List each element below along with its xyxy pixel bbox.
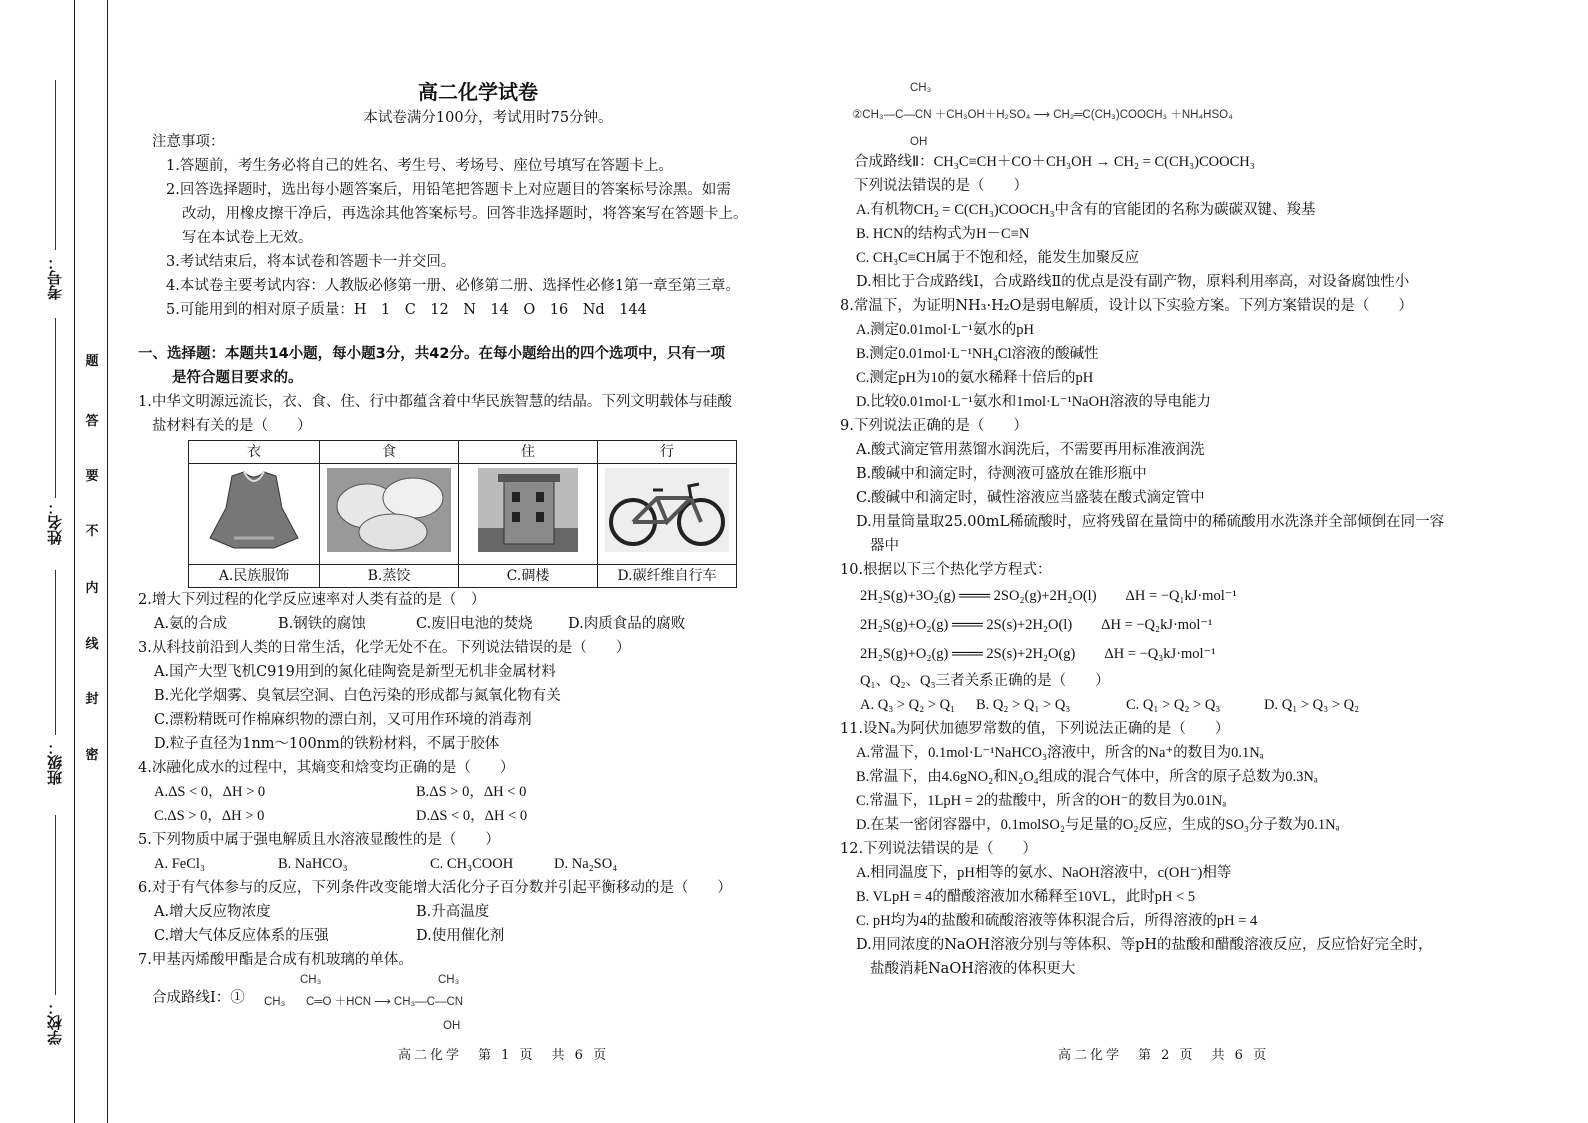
option: C.增大气体反应体系的压强	[154, 928, 329, 944]
seal-char: 题	[85, 354, 99, 369]
option-cont: 器中	[870, 538, 899, 554]
option: C. CH₃COOH	[430, 856, 514, 872]
option: D.相比于合成路线Ⅰ，合成路线Ⅱ的优点是没有副产物，原料利用率高，对设备腐蚀性小	[856, 274, 1410, 290]
option: C.废旧电池的焚烧	[416, 616, 533, 632]
seal-char: 答	[85, 414, 99, 429]
notice-heading: 注意事项：	[152, 134, 225, 150]
class-fill-line-top	[55, 570, 56, 735]
route1-step2-oh: OH	[910, 136, 928, 148]
route1-ch3: CH₃	[264, 996, 286, 1008]
diaolou-image	[459, 464, 598, 565]
option: A.增大反应物浓度	[154, 904, 271, 920]
option: A.常温下，0.1mol·L⁻¹NaHCO₃溶液中，所含的Na⁺的数目为0.1Nₐ	[856, 745, 1264, 761]
equation: 2H₂S(g)+O₂(g) ═══ 2S(s)+2H₂O(l) ΔH = −Q₂kJ·mol⁻¹	[860, 617, 1213, 633]
option: B.升高温度	[416, 904, 490, 920]
route1-ch3-top: CH₃	[300, 974, 322, 986]
question-text: 1.中华文明源远流长，衣、食、住、行中都蕴含着中华民族智慧的结晶。下列文明载体与硅酸	[138, 394, 732, 410]
costume-image	[189, 464, 320, 565]
option: C.常温下，1LpH = 2的盐酸中，所含的OH⁻的数目为0.01Nₐ	[856, 793, 1227, 809]
question-11: 11.设Nₐ为阿伏加德罗常数的值，下列说法正确的是（ ）	[840, 721, 1230, 737]
q6-options	[138, 924, 798, 948]
option: D.用量筒量取25.00mL稀硫酸时，应将残留在量筒中的稀硫酸用水洗涤并全部倾倒在同一容	[856, 514, 1445, 530]
route-1-step-2	[840, 78, 1500, 150]
page-1	[138, 80, 798, 1034]
option: C. CH₃C≡CH属于不饱和烃，能发生加聚反应	[856, 250, 1140, 266]
exam-subtitle: 本试卷满分100分，考试用时75分钟。	[363, 110, 613, 126]
binding-line-outer	[74, 0, 75, 1123]
tower-icon	[478, 468, 578, 552]
q4-options	[138, 780, 798, 804]
q2-options	[138, 612, 798, 636]
option: A.国产大型飞机C919用到的氮化硅陶瓷是新型无机非金属材料	[154, 664, 556, 680]
question-4: 4.冰融化成水的过程中，其熵变和焓变均正确的是（ ）	[138, 760, 515, 776]
bicycle-icon	[605, 468, 729, 552]
option: A.氨的合成	[154, 616, 228, 632]
seal-char: 密	[85, 748, 99, 763]
question-text: 下列说法错误的是（ ）	[854, 178, 1028, 194]
option: D. Na₂SO₄	[554, 856, 618, 872]
question-1	[138, 390, 798, 438]
option: C. Q₁ > Q₂ > Q₃	[1126, 697, 1221, 713]
option: C.漂粉精既可作棉麻织物的漂白剂，又可用作环境的消毒剂	[154, 712, 532, 728]
option-label: A.民族服饰	[189, 565, 320, 588]
option-label: C.碉楼	[459, 565, 598, 588]
q5-options	[138, 852, 798, 876]
option: B.测定0.01mol·L⁻¹NH₄Cl溶液的酸碱性	[856, 346, 1099, 362]
seal-char: 要	[85, 469, 99, 484]
option-label: D.碳纤维自行车	[598, 565, 737, 588]
option: D.在某一密闭容器中，0.1molSO₂与足量的O₂反应，生成的SO₃分子数为0.1Nₐ	[856, 817, 1340, 833]
binding-margin	[0, 0, 110, 1123]
notice-item: 3.考试结束后，将本试卷和答题卡一并交回。	[166, 254, 456, 270]
question-6: 6.对于有气体参与的反应，下列条件改变能增大活化分子百分数并引起平衡移动的是（ ）	[138, 880, 732, 896]
option: B.酸碱中和滴定时，待测液可盛放在锥形瓶中	[856, 466, 1147, 482]
seal-char: 不	[85, 524, 99, 539]
option: A.相同温度下，pH相等的氨水、NaOH溶液中，c(OH⁻)相等	[856, 865, 1232, 881]
route1-ch3-top2: CH₃	[438, 974, 460, 986]
notice-item: 4.本试卷主要考试内容：人教版必修第一册、必修第二册、选择性必修1第一章至第三章。	[166, 278, 741, 294]
route1-oh: OH	[443, 1020, 461, 1032]
option: A.测定0.01mol·L⁻¹氨水的pH	[856, 322, 1034, 338]
question-text: Q₁、Q₂、Q₃三者关系正确的是（ ）	[860, 673, 1110, 689]
notice-item: 写在本试卷上无效。	[182, 230, 313, 246]
costume-icon	[204, 468, 304, 552]
notice-item: 改动，用橡皮擦干净后，再选涂其他答案标号。回答非选择题时，将答案写在答题卡上。	[182, 206, 748, 222]
table-header: 住	[459, 441, 598, 464]
option: B.常温下，由4.6gNO₂和N₂O₄组成的混合气体中，所含的原子总数为0.3Nₐ	[856, 769, 1318, 785]
option: A.酸式滴定管用蒸馏水润洗后，不需要再用标准液润洗	[856, 442, 1205, 458]
notice-list	[138, 154, 798, 322]
exam-title: 高二化学试卷	[418, 80, 538, 104]
q10-options	[840, 693, 1500, 717]
name-fill-line-top	[55, 318, 56, 498]
route1-step2-ch3: CH₃	[910, 82, 932, 94]
q1-image-table	[188, 440, 737, 588]
question-7: 7.甲基丙烯酸甲酯是合成有机玻璃的单体。	[138, 952, 413, 968]
question-2: 2.增大下列过程的化学反应速率对人类有益的是（ ）	[138, 592, 486, 608]
question-3: 3.从科技前沿到人类的日常生活，化学无处不在。下列说法错误的是（ ）	[138, 640, 631, 656]
option: B. VLpH = 4的醋酸溶液加水稀释至10VL，此时pH < 5	[856, 889, 1196, 905]
bicycle-image	[598, 464, 737, 565]
exam-number-label: 考号：	[46, 255, 64, 300]
seal-char: 内	[85, 581, 99, 596]
binding-line-inner	[107, 0, 108, 1123]
option: D. Q₁ > Q₃ > Q₂	[1264, 697, 1360, 713]
option: D.比较0.01mol·L⁻¹氨水和1mol·L⁻¹NaOH溶液的导电能力	[856, 394, 1212, 410]
route1-label: 合成路线Ⅰ：①	[152, 990, 245, 1006]
option-cont: 盐酸消耗NaOH溶液的体积更大	[870, 961, 1076, 977]
page-2-footer: 高二化学 第 2 页 共 6 页	[1058, 1048, 1270, 1063]
question-8: 8.常温下，为证明NH₃·H₂O是弱电解质，设计以下实验方案。下列方案错误的是（ ）	[840, 298, 1413, 314]
school-label: 学校：	[46, 1000, 64, 1045]
question-9: 9.下列说法正确的是（ ）	[840, 418, 1028, 434]
notice-item: 2.回答选择题时，选出每小题答案后，用铅笔把答题卡上对应题目的答案标号涂黑。如需	[166, 182, 731, 198]
q4-options	[138, 804, 798, 828]
option: B.光化学烟雾、臭氧层空洞、白色污染的形成都与氮氧化物有关	[154, 688, 561, 704]
option: D.使用催化剂	[416, 928, 505, 944]
question-10: 10.根据以下三个热化学方程式：	[840, 562, 1052, 578]
seal-char: 线	[85, 637, 99, 652]
option: C.测定pH为10的氨水稀释十倍后的pH	[856, 370, 1094, 386]
question-text: 盐材料有关的是（ ）	[152, 418, 312, 434]
option: C. pH均为4的盐酸和硫酸溶液等体积混合后，所得溶液的pH = 4	[856, 913, 1258, 929]
exam-no-fill-line	[55, 80, 56, 250]
option: A.有机物CH₂ = C(CH₃)COOCH₃中含有的官能团的名称为碳碳双键、羧基	[856, 202, 1316, 218]
option: D.粒子直径为1nm～100nm的铁粉材料，不属于胶体	[154, 736, 500, 752]
section-heading-line: 是符合题目要求的。	[172, 370, 303, 386]
notice-item: 1.答题前，考生务必将自己的姓名、考生号、考场号、座位号填写在答题卡上。	[166, 158, 673, 174]
notice-item: 5.可能用到的相对原子质量：H 1 C 12 N 14 O 16 Nd 144	[166, 302, 647, 318]
table-header: 衣	[189, 441, 320, 464]
equation: 2H₂S(g)+3O₂(g) ═══ 2SO₂(g)+2H₂O(l) ΔH = −Q₁kJ·mol⁻¹	[860, 588, 1237, 604]
option: D.用同浓度的NaOH溶液分别与等体积、等pH的盐酸和醋酸溶液反应，反应恰好完全时，	[856, 937, 1433, 953]
option: A. Q₃ > Q₂ > Q₁	[860, 697, 956, 713]
option: C.ΔS > 0，ΔH > 0	[154, 808, 265, 824]
section-heading	[138, 342, 798, 390]
option: C.酸碱中和滴定时，碱性溶液应当盛装在酸式滴定管中	[856, 490, 1205, 506]
question-5: 5.下列物质中属于强电解质且水溶液显酸性的是（ ）	[138, 832, 500, 848]
route1-step2-formula: ②CH₃—C—CN ＋CH₃OH＋H₂SO₄ ⟶ CH₂═C(CH₃)COOCH₃ ＋NH₄HSO₄	[852, 109, 1233, 121]
option: B.钢铁的腐蚀	[278, 616, 366, 632]
option: D.ΔS < 0，ΔH < 0	[416, 808, 528, 824]
equation: 2H₂S(g)+O₂(g) ═══ 2S(s)+2H₂O(g) ΔH = −Q₃kJ·mol⁻¹	[860, 646, 1216, 662]
name-label: 姓名：	[46, 500, 64, 545]
table-header: 行	[598, 441, 737, 464]
seal-char: 封	[85, 692, 99, 707]
dumpling-icon	[327, 468, 451, 552]
dumpling-image	[320, 464, 459, 565]
school-fill-line-top	[55, 815, 56, 995]
q6-options	[138, 900, 798, 924]
section-heading-line: 一、选择题：本题共14小题，每小题3分，共42分。在每小题给出的四个选项中，只有一项	[138, 346, 725, 362]
option: D.肉质食品的腐败	[568, 616, 686, 632]
page-1-footer: 高二化学 第 1 页 共 6 页	[398, 1048, 610, 1063]
option: A.ΔS < 0，ΔH > 0	[154, 784, 266, 800]
page-2	[840, 78, 1500, 981]
route-1	[138, 972, 798, 1034]
option: B. NaHCO₃	[278, 856, 348, 872]
route1-formula: C═O ＋HCN ⟶ CH₃—C—CN	[306, 996, 464, 1008]
option: A. FeCl₃	[154, 856, 205, 872]
class-label: 班级：	[46, 740, 64, 785]
option: B. Q₂ > Q₁ > Q₃	[976, 697, 1071, 713]
option: B.ΔS > 0，ΔH < 0	[416, 784, 527, 800]
option: B. HCN的结构式为H－C≡N	[856, 226, 1030, 242]
option-label: B.蒸饺	[320, 565, 459, 588]
route-2: 合成路线Ⅱ：CH₃C≡CH＋CO＋CH₃OH → CH₂ = C(CH₃)COOCH₃	[854, 154, 1255, 170]
table-header: 食	[320, 441, 459, 464]
question-12: 12.下列说法错误的是（ ）	[840, 841, 1038, 857]
